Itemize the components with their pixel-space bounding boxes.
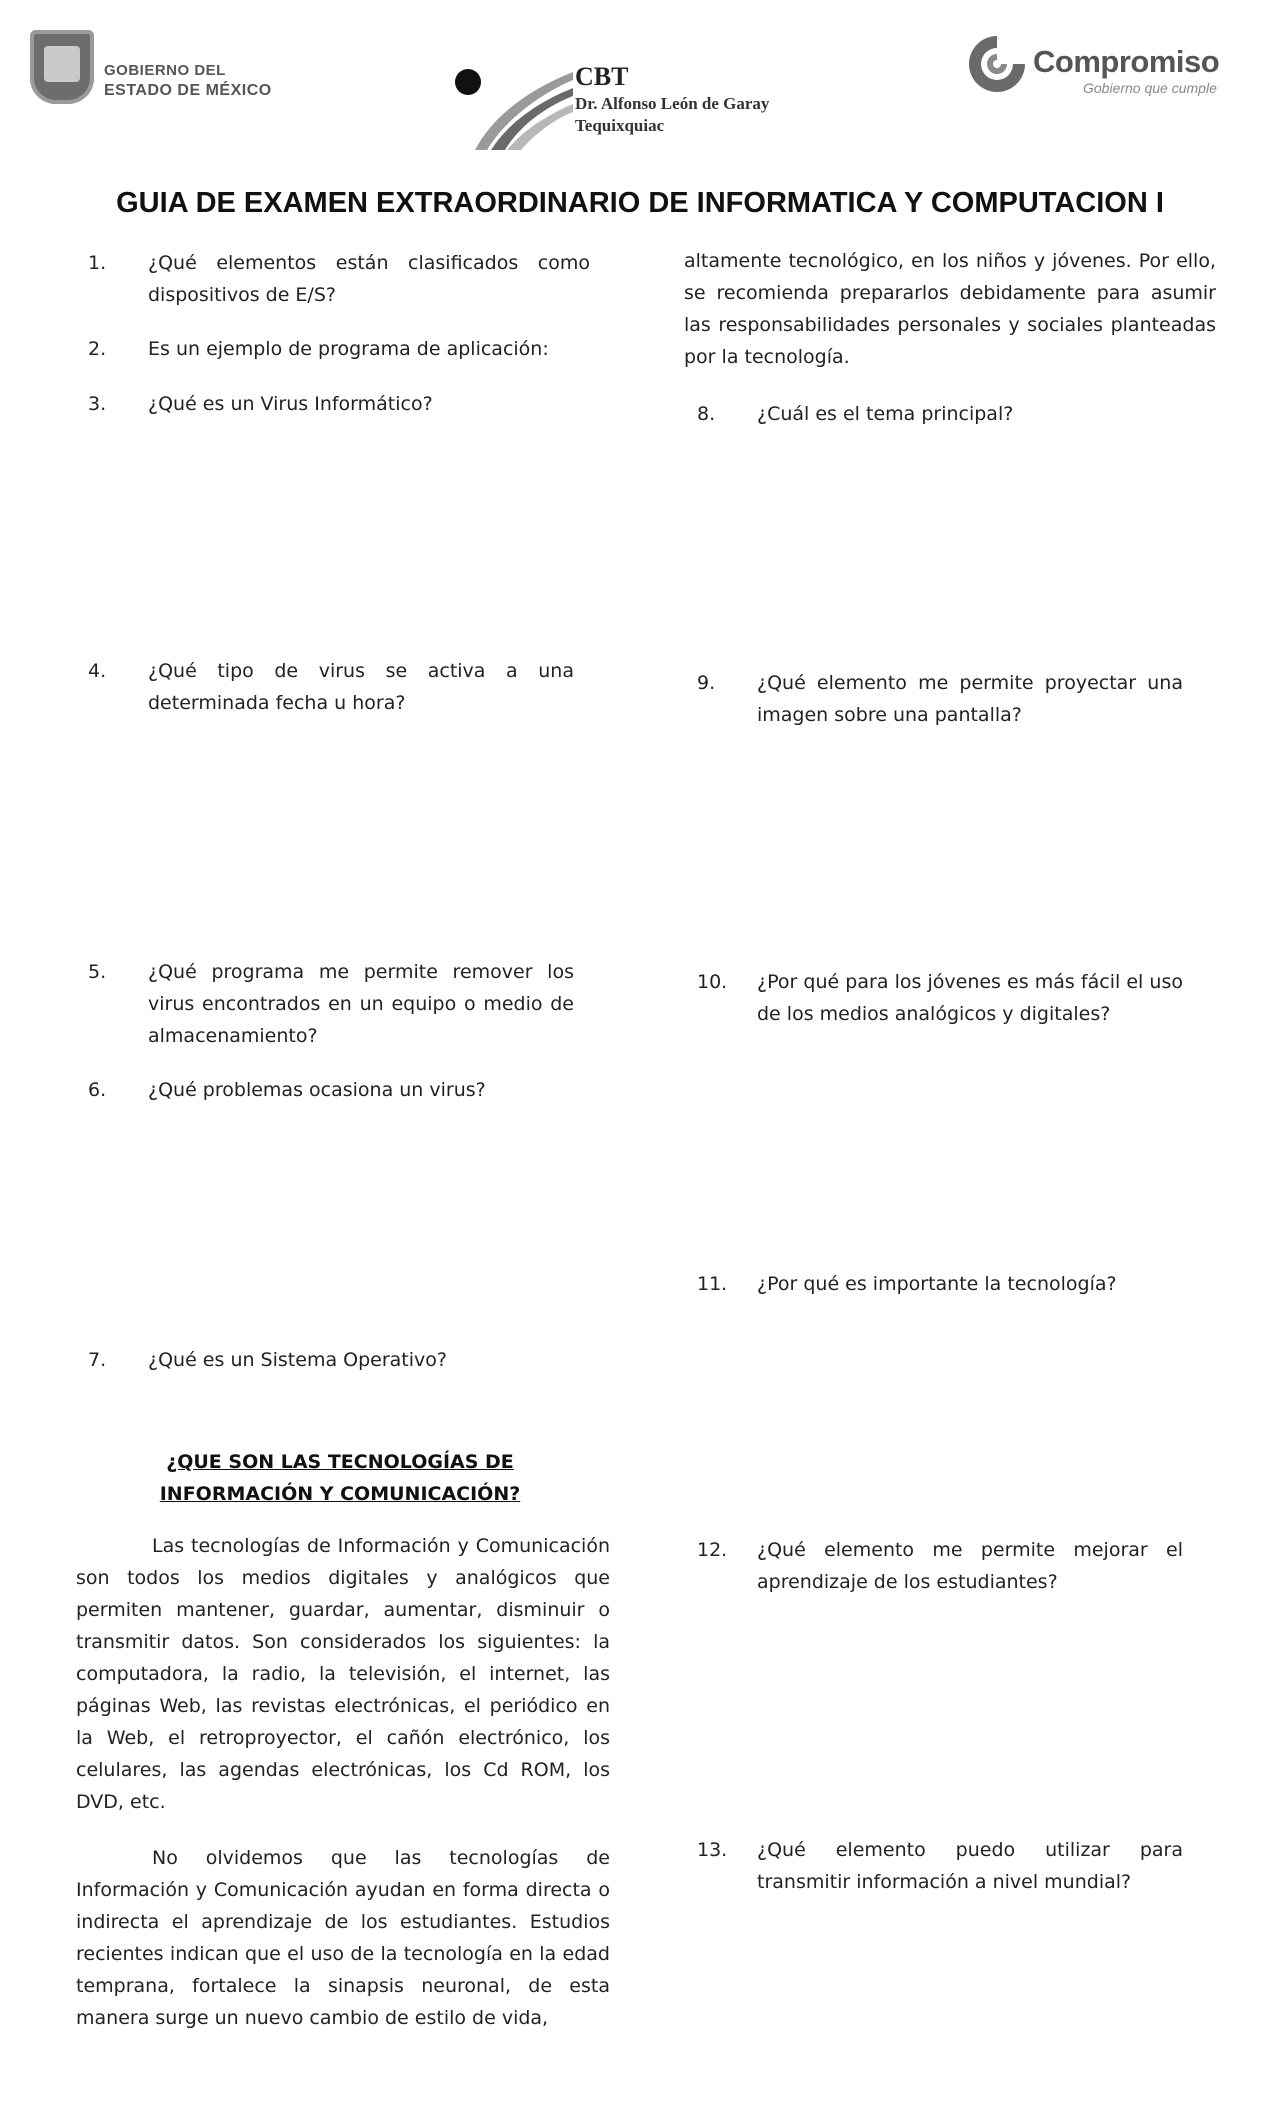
question-number: 11.	[697, 1273, 728, 1295]
reading-continuation: altamente tecnológico, en los niños y jóvenes. Por ello, se recomienda prepararlos debidamente para asumir las responsabilidades personales y sociales planteadas por la tecnología.	[684, 250, 1216, 368]
compromiso-spiral-icon	[965, 32, 1029, 96]
question-number: 8.	[697, 403, 716, 425]
question-text: ¿Cuál es el tema principal?	[757, 403, 1014, 425]
question-text: ¿Qué problemas ocasiona un virus?	[148, 1079, 486, 1101]
reading-paragraph-1: Las tecnologías de Información y Comunicación son todos los medios digitales y analógicos que permiten mantener, guardar, aumentar, disminuir o transmitir datos. Son considerados los siguientes: la computadora, la radio, la televisión, el internet, las páginas Web, las revistas electrónicas, el periódico en la Web, el retroproyector, el cañón electrónico, los celulares, las agendas electrónicas, los Cd ROM, los DVD, etc.	[76, 1535, 610, 1813]
logo-left-line1: GOBIERNO DEL	[104, 62, 226, 79]
question-text: ¿Qué elementos están clasificados como dispositivos de E/S?	[148, 252, 590, 306]
question-text: ¿Qué elemento puedo utilizar para transmitir información a nivel mundial?	[757, 1839, 1183, 1893]
question-text: ¿Por qué para los jóvenes es más fácil el uso de los medios analógicos y digitales?	[757, 971, 1183, 1025]
reading-paragraph-2: No olvidemos que las tecnologías de Información y Comunicación ayudan en forma directa o indirecta el aprendizaje de los estudiantes. Estudios recientes indican que el uso de la tecnología en la edad temprana, fortalece la sinapsis neuronal, de esta manera surge un nuevo cambio de estilo de vida,	[76, 1847, 610, 2029]
question-number: 10.	[697, 971, 728, 993]
cbt-swoosh-icon	[455, 62, 575, 152]
logo-mid-line1: CBT	[575, 62, 629, 91]
logo-left-line2: ESTADO DE MÉXICO	[104, 82, 272, 99]
question-number: 1.	[88, 252, 107, 274]
logo-mid-line3: Tequixquiac	[575, 116, 665, 135]
logo-right-tagline: Gobierno que cumple	[1083, 80, 1217, 96]
question-text: ¿Qué tipo de virus se activa a una determinada fecha u hora?	[148, 660, 574, 714]
coat-of-arms-icon	[30, 30, 94, 104]
question-number: 7.	[88, 1349, 107, 1371]
question-number: 13.	[697, 1839, 728, 1861]
question-number: 12.	[697, 1539, 728, 1561]
reading-heading: ¿QUE SON LAS TECNOLOGÍAS DE INFORMACIÓN Y COMUNICACIÓN?	[159, 1451, 521, 1505]
question-text: ¿Qué elemento me permite proyectar una imagen sobre una pantalla?	[757, 672, 1183, 726]
question-number: 3.	[88, 393, 107, 415]
question-text: Es un ejemplo de programa de aplicación:	[148, 338, 549, 360]
compromiso-logo	[965, 32, 1225, 102]
question-number: 5.	[88, 961, 107, 983]
page-title: GUIA DE EXAMEN EXTRAORDINARIO DE INFORMATICA Y COMPUTACION I	[116, 187, 1164, 219]
cbt-logo	[455, 62, 815, 152]
question-text: ¿Por qué es importante la tecnología?	[757, 1273, 1117, 1295]
question-number: 6.	[88, 1079, 107, 1101]
question-text: ¿Qué elemento me permite mejorar el aprendizaje de los estudiantes?	[757, 1539, 1183, 1593]
question-number: 2.	[88, 338, 107, 360]
logo-mid-line2: Dr. Alfonso León de Garay	[575, 94, 770, 113]
question-text: ¿Qué programa me permite remover los virus encontrados en un equipo o medio de almacenamiento?	[148, 961, 574, 1047]
question-number: 9.	[697, 672, 716, 694]
estado-de-mexico-logo	[30, 30, 290, 110]
question-number: 4.	[88, 660, 107, 682]
question-text: ¿Qué es un Sistema Operativo?	[148, 1349, 447, 1371]
question-text: ¿Qué es un Virus Informático?	[148, 393, 433, 415]
logo-right-name: Compromiso	[1033, 44, 1220, 79]
